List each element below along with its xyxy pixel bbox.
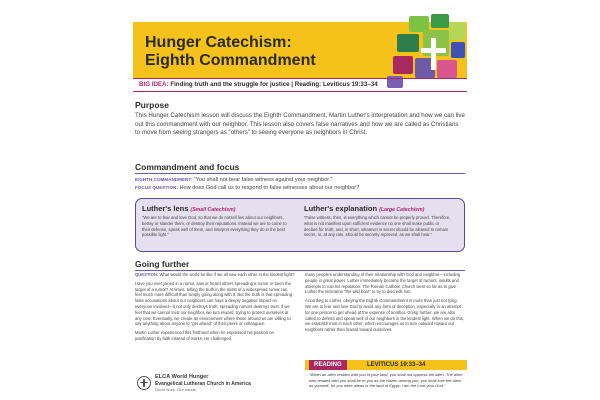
eighth-commandment-text: “You shall not bear false witness against your neighbor.” bbox=[193, 177, 333, 183]
big-idea-text: Finding truth and the struggle for justice | Reading: Leviticus 19:33–34 bbox=[170, 81, 378, 88]
going-further-left-p1: Have you ever joined in a rumor, saw or heard others spreading a rumor or been the target of a rumor? At times, telling the truth in the midst of a widespread rumor can feel much more difficult than simply going along with it. But the truth is that spreading false accusations about our neighbors can have a deeply negative impact on everyone involved—it not only destroys truth; spreading rumors destroys trust. If we feel that we cannot trust our neighbor, we turn inward, trying to protect ourselves at any cost. Eventually, we create an environment where those around us are willing to say anything about anyone to “get ahead” of their peers or colleagues. bbox=[135, 280, 293, 327]
lens-left-column bbox=[142, 204, 292, 238]
eighth-commandment-label: EIGHTH COMMANDMENT: bbox=[135, 177, 193, 182]
title-line-1: Hunger Catechism: bbox=[145, 34, 292, 51]
lens-right-subtitle: (Large Catechism) bbox=[379, 207, 425, 213]
focus-question-row bbox=[135, 184, 359, 192]
title-line-2: Eighth Commandment bbox=[145, 52, 316, 69]
commandment-divider bbox=[135, 173, 465, 174]
reading-reference: LEVITICUS 19:33–34 bbox=[367, 362, 426, 368]
footer-org: ELCA World Hunger bbox=[155, 374, 209, 380]
question-text: What would the world be like if we all saw each other in the kindest light? bbox=[159, 272, 295, 277]
big-idea-bar bbox=[133, 78, 467, 92]
purpose-heading: Purpose bbox=[135, 100, 170, 110]
page-title bbox=[145, 34, 345, 70]
lens-right-title: Luther's explanation bbox=[304, 204, 378, 213]
lens-left-heading bbox=[142, 204, 292, 213]
question-paragraph bbox=[135, 272, 295, 278]
header-banner bbox=[133, 22, 467, 78]
reading-quote: “When an alien resides with you in your land, you shall not oppress the alien. The alien who resides with you shall be to you as the citizen among you; you shall love the alien as yourself, for you were aliens in the land of Egypt: I am the Lord your God.” bbox=[309, 372, 463, 389]
going-further-left-column bbox=[135, 272, 295, 345]
going-further-right-column bbox=[305, 272, 465, 336]
commandment-heading: Commandment and focus bbox=[135, 162, 240, 172]
eighth-commandment-row bbox=[135, 176, 332, 184]
big-idea-label: BIG IDEA: bbox=[139, 81, 169, 88]
lens-left-title: Luther's lens bbox=[142, 204, 189, 213]
footer bbox=[137, 374, 301, 396]
luther-lens-box bbox=[135, 198, 465, 252]
reading-bar bbox=[305, 360, 467, 370]
going-further-right-p2: According to Luther, obeying the Eighth Commandment is more than just not lying. We are to fear and love God to avoid any form of deception, especially in an attempt for one person to get ahead at the expense of another. Going further, we are also called to defend and speak well of our neighbors in the kindest light. When we do this, we establish trust in each other, which encourages us to turn outward toward our neighbors rather than inward toward ourselves. bbox=[305, 298, 464, 333]
lens-left-subtitle: (Small Catechism) bbox=[190, 207, 236, 213]
focus-question-text: How does God call us to respond to false witnesses about our neighbor? bbox=[179, 185, 360, 191]
lens-left-body: “We are to fear and love God, so that we do not tell lies about our neighbors, betray or slander them, or destroy their reputations. Instead we are to come to their defense, speak well of them, and interpret everything they do in the best possible light.” bbox=[142, 215, 287, 238]
footer-church: Evangelical Lutheran Church in America bbox=[155, 381, 251, 387]
cross-circle-icon bbox=[137, 376, 151, 390]
lens-right-body: “False witness, then, is everything which cannot be properly proved. Therefore, what is not manifest upon sufficient evidence no one shall make public or declare for truth; and, in short, whatever is secret should be allowed to remain secret, or, at any rate, should be secretly reproved, as we shall hear.” bbox=[304, 215, 451, 238]
going-further-left-p2: Martin Luther experienced this firsthand when he expressed his position on justification by faith instead of works. He challenged bbox=[135, 330, 274, 341]
going-further-divider bbox=[135, 270, 465, 271]
lens-right-column bbox=[304, 204, 454, 238]
focus-question-label: FOCUS QUESTION: bbox=[135, 185, 178, 190]
going-further-heading: Going further bbox=[135, 259, 190, 269]
lens-right-heading bbox=[304, 204, 454, 213]
reading-label: READING bbox=[309, 360, 347, 370]
purpose-body: This Hunger Catechism lesson will discuss the Eighth Commandment, Martin Luther's interpretation and how we can live out this commandment with our neighbor. This lesson also covers false narratives and how we are called as Christians to move from seeing strangers as “others” to seeing everyone as neighbors in Christ. bbox=[135, 112, 465, 137]
going-further-right-p1: many people's understanding of their relationship with God and neighbor—including people in great power. Luther immediately became the target of rumors, insults and attempts to ruin his reputation. The Roman Catholic Church went so far as to give Luther the nickname “the wild boar” to try to discredit him. bbox=[305, 272, 461, 295]
question-label: QUESTION: bbox=[135, 272, 159, 277]
footer-tagline: God's work. Our hands. bbox=[155, 387, 197, 392]
catechism-sheet bbox=[133, 12, 467, 396]
